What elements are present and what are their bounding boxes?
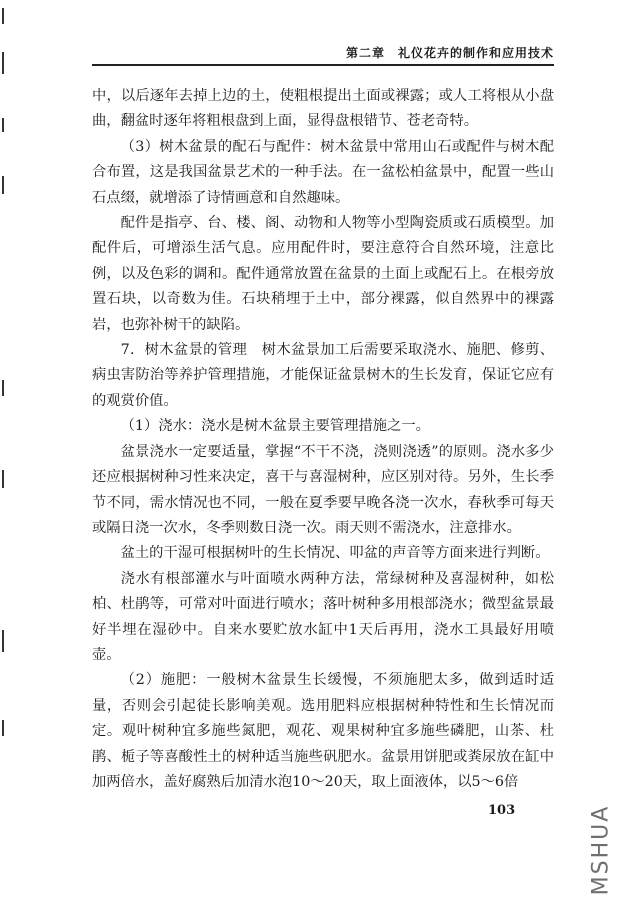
section-heading-paragraph: 7．树木盆景的管理 树木盆景加工后需要采取浇水、施肥、修剪、病虫害防治等养护管理措施，才能保证盆景树木的生长发育，保证它应有的观赏价值。 bbox=[92, 342, 554, 409]
watermark-text: MSHUA bbox=[588, 804, 614, 896]
edge-mark bbox=[2, 380, 4, 396]
paragraph: （3）树木盆景的配石与配件：树木盆景中常用山石或配件与树木配合布置，这是我国盆景艺术的一种手法。在一盆松柏盆景中，配置一些山石点缀，就增添了诗情画意和自然趣味。 bbox=[92, 138, 554, 206]
header-rule bbox=[92, 64, 554, 66]
edge-mark bbox=[2, 470, 4, 488]
left-edge-marks bbox=[0, 0, 6, 901]
paragraph: 盆土的干湿可根据树叶的生长情况、叩盆的声音等方面来进行判断。 bbox=[120, 545, 550, 562]
edge-mark bbox=[2, 176, 4, 194]
watermark bbox=[586, 804, 616, 896]
paragraph: 配件是指亭、台、楼、阁、动物和人物等小型陶瓷质或石质模型。加配件后，可增添生活气息。应用配件时，要注意符合自然环境，注意比例，以及色彩的调和。配件通常放置在盆景的土面上或配石上。在根旁放置石块，以奇数为佳。石块稍埋于土中，部分裸露，似自然界中的裸露岩，也弥补树干的缺陷。 bbox=[92, 215, 554, 333]
edge-mark bbox=[2, 8, 4, 24]
paragraph: （2）施肥：一般树木盆景生长缓慢，不须施肥太多，做到适时适量，否则会引起徒长影响美观。选用肥料应根据树种特性和生长情况而定。观叶树种宜多施些氮肥，观花、观果树种宜多施些磷肥，山茶、杜鹃、栀子等喜酸性土的树种适当施些矾肥水。盆景用饼肥或粪尿放在缸中加两倍水，盖好腐熟后加清水泡10～20天，取上面液体，以5～6倍 bbox=[92, 672, 554, 790]
running-head-text: 第二章 礼仪花卉的制作和应用技术 bbox=[345, 46, 554, 60]
paragraph: （1）浇水：浇水是树木盆景主要管理措施之一。 bbox=[120, 418, 430, 435]
page-number: 103 bbox=[488, 803, 516, 818]
paragraph: 盆景浇水一定要适量，掌握“不干不浇，浇则浇透”的原则。浇水多少还应根据树种习性来决定，喜干与喜湿树种，应区别对待。另外，生长季节不同，需水情况也不同，一般在夏季要早晚各浇一次水，春秋季可每天或隔日浇一次水，冬季则数日浇一次。雨天则不需浇水，注意排水。 bbox=[92, 443, 554, 536]
paragraph: 中，以后逐年去掉上边的土，使粗根提出土面或裸露；或人工将根从小盘曲，翻盆时逐年将粗根盘到上面，显得盘根错节、苍老奇特。 bbox=[92, 88, 554, 130]
body-text bbox=[92, 84, 554, 795]
edge-mark bbox=[2, 52, 4, 74]
running-head bbox=[92, 40, 554, 66]
edge-mark bbox=[2, 118, 4, 132]
edge-mark bbox=[2, 630, 4, 652]
edge-mark bbox=[2, 720, 4, 736]
paragraph: 浇水有根部灌水与叶面喷水两种方法，常绿树种及喜湿树种，如松柏、杜鹃等，可常对叶面进行喷水；落叶树种多用根部浇水；微型盆景最好半埋在湿砂中。自来水要贮放水缸中1天后再用，浇水工具最好用喷壶。 bbox=[92, 570, 554, 663]
